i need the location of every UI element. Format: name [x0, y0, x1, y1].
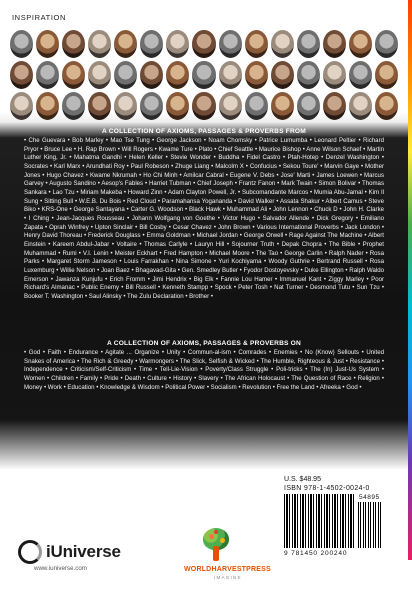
portrait-photo: [140, 92, 163, 120]
portrait-photo: [323, 61, 346, 89]
iuniverse-logo: [18, 540, 121, 564]
portrait-photo: [114, 61, 137, 89]
portrait-photo: [245, 92, 268, 120]
portrait-photo: [114, 30, 137, 58]
portrait-photo: [88, 92, 111, 120]
imprint-tag: IMAGINE: [214, 575, 242, 580]
portrait-photo: [297, 92, 320, 120]
portrait-photo: [297, 61, 320, 89]
inspiration-label: INSPIRATION: [12, 13, 66, 22]
rainbow-edge-band: [408, 0, 412, 560]
portrait-photo: [62, 61, 85, 89]
portrait-photo: [245, 61, 268, 89]
portrait-photo: [323, 92, 346, 120]
axioms-on-list: • God • Faith • Endurance • Agitate ... Organize • Unity • Commun-al-ism • Comrades • Enemies • No (Know) Sellouts • United Snakes of America • The Rich & Greedy • Warmongers • The Slick, Selfish & Wicked • The Humble, Righteous & Just • Resistance • Independence • Criticism/Self-Criticism • Time • Tell-Lie-Vision • Poverty/Class Struggle • Poli-tricks • The (In) Just-Us System • Women • Children • Family • Pride • Death • Culture • History • Slavery • The African Holocaust • The Question of Race • Religion • Money • Work • Education • Knowledge & Wisdom • Political Power • Socialism • Revolution • Free the Land • Afreeka • God •: [24, 349, 384, 391]
portrait-photo: [297, 30, 320, 58]
barcode-addon-bars: [358, 502, 383, 548]
portrait-photo: [271, 92, 294, 120]
portrait-photo: [140, 61, 163, 89]
portrait-photo: [245, 30, 268, 58]
portrait-photo: [349, 61, 372, 89]
isbn-label: ISBN 978-1-4502-0024-0: [284, 485, 370, 492]
portrait-photo: [114, 92, 137, 120]
barcode-addon-digits: 54895: [359, 494, 380, 501]
price-label: U.S. $48.95: [284, 476, 321, 483]
portrait-photo: [219, 61, 242, 89]
portrait-collage: [10, 30, 398, 120]
portrait-photo: [36, 61, 59, 89]
portrait-photo: [88, 30, 111, 58]
tree-logo-icon: [195, 528, 235, 564]
axioms-from-heading: A COLLECTION OF AXIOMS, PASSAGES & PROVERBS FROM: [102, 128, 306, 135]
barcode: [284, 494, 384, 561]
barcode-bars: [284, 494, 354, 548]
barcode-digits: 9 781450 200240: [284, 550, 348, 557]
portrait-photo: [192, 61, 215, 89]
portrait-photo: [166, 92, 189, 120]
portrait-photo: [36, 92, 59, 120]
portrait-photo: [375, 92, 398, 120]
portrait-photo: [375, 30, 398, 58]
imprint-name: WORLDHARVESTPRESS: [184, 566, 271, 573]
portrait-photo: [10, 92, 33, 120]
portrait-photo: [271, 61, 294, 89]
axioms-on-heading: A COLLECTION OF AXIOMS, PASSAGES & PROVERBS ON: [107, 340, 301, 347]
portrait-photo: [349, 92, 372, 120]
axioms-from-list: • Che Guevara • Bob Marley • Mao Tse Tung • George Jackson • Noam Chomsky • Patrice Lumumba • Leonard Peltier • Richard Pryor • Bruce Lee • H. Rap Brown • Will Rogers • Kwame Ture • Plato • Chief Seattle • Maurice Bishop • Anne Wilson Schaef • Martin Luther King, Jr. • Mahatma Gandhi • Helen Keller • Stevie Wonder • Buddha • Fidel Castro • Ptah-Hotep • Denzel Washington • Socrates • Karl Marx • Arundhati Roy • Paul Robeson • Zhuge Liang • Malcolm X • Confucius • Sekou Toure' • Marvin Gaye • Mother Jones • Hugo Chavez • Kwame Nkrumah • Ho Chi Minh • Amilcar Cabral • Eugene V. Debs • Jose' Marti • James Loewen • Marcus Garvey • Augusto Sandino • Aesop's Fables • Harriet Tubman • Chief Joseph • Frantz Fanon • Mark Twain • Simon Bolivar • Thomas Sankara • Lao Tzu • Miriam Makeba • Howard Zinn • Adam Clayton Powell, Jr. • Subcomandante Marcos • Mumia Abu-Jamal • Kim Il Sung • Sitting Bull • W.E.B. Du Bois • Red Cloud • Paramahansa Yogananda • David Walker • Assata Shakur • Albert Camus • Steve Biko • KRS-One • George Santayana • Carter G. Woodson • Black Hawk • Muhammad Ali • John Lennon • Chuck D • John H. Clarke • I Ching • Jean-Jacques Rousseau • Johann Wolfgang von Goethe • Victor Hugo • Salvador Allende • Dick Gregory • Emiliano Zapata • Oprah Winfrey • Upton Sinclair • Bill Cosby • Cesar Chavez • John Brown • Various International Proverbs • Jack London • Henry David Thoreau • Frederick Douglass • Emma Goldman • Michael Jordan • George Orwell • Rage Against The Machine • Albert Einstein • Kareem Abdul-Jabar • Voltaire • Thomas Carlyle • Lauryn Hill • Sojourner Truth • Depak Chopra • The Bible • Prophet Muhammad • Rumi • V.I. Lenin • Meister Eckhart • Fred Hampton • Michael Moore • The Tao • George Carlin • Ralph Nader • Rosa Parks • Margaret Storm Jameson • Louis Farrakhan • Nina Simone • Yuri Kochiyama • Woody Guthrie • Bertrand Russell • Rosa Luxemburg • Willie Nelson • Joan Baez • Bhagavad-Gita • Gen. Smedley Butler • Fyodor Dostoyevsky • Duke Ellington • Ralph Waldo Emerson • Jawanza Kunjufu • Erich Fromm • Jimi Hendrix • Big Elk • Fannie Lou Hamer • Immanuel Kant • Ziggy Marley • Poor Richard's Almanac • Public Enemy • Bill Russell • Kenneth Stampp • Spock • Peter Tosh • Nat Turner • Desmond Tutu • Sun Tzu • Booker T. Washington • Saul Alinsky • The Zulu Declaration • Brother •: [24, 137, 384, 300]
portrait-photo: [88, 61, 111, 89]
publisher-url: www.iuniverse.com: [34, 565, 87, 572]
portrait-photo: [10, 61, 33, 89]
swirl-logo-icon: [18, 540, 42, 564]
portrait-photo: [271, 30, 294, 58]
portrait-photo: [375, 61, 398, 89]
portrait-photo: [62, 92, 85, 120]
portrait-photo: [349, 30, 372, 58]
portrait-photo: [62, 30, 85, 58]
portrait-photo: [219, 30, 242, 58]
portrait-photo: [166, 61, 189, 89]
portrait-photo: [140, 30, 163, 58]
portrait-photo: [166, 30, 189, 58]
portrait-photo: [192, 92, 215, 120]
portrait-photo: [10, 30, 33, 58]
publisher-name: iUniverse: [46, 542, 121, 561]
portrait-photo: [323, 30, 346, 58]
portrait-photo: [192, 30, 215, 58]
portrait-photo: [36, 30, 59, 58]
portrait-photo: [219, 92, 242, 120]
